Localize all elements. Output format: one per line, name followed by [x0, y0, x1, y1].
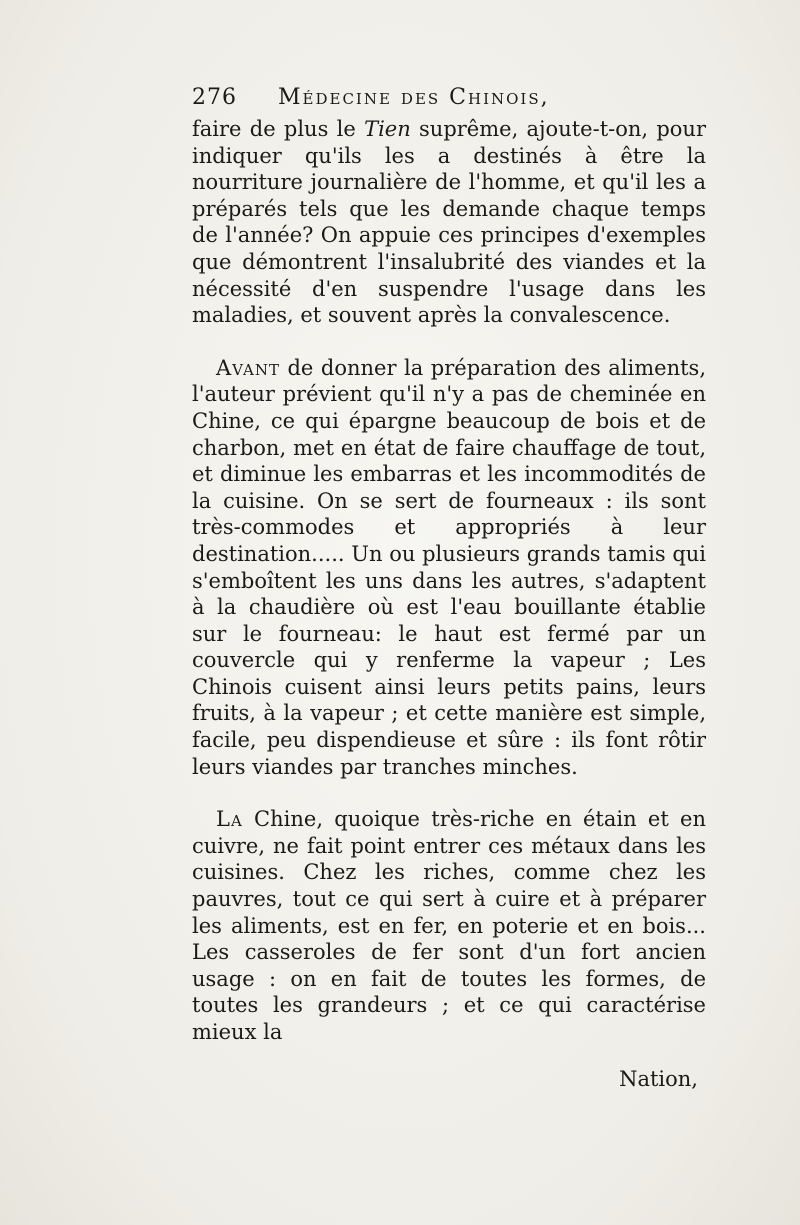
paragraph-1-text: suprême, ajoute-t-on, pour indiquer qu'ils les a destinés à être la nourriture journalière de l'homme, et qu'il les a préparés tels que les demande chaque temps de l'année? On appuie ces principes d'exemples que démontrent l'insalubrité des viandes et la nécessité d'en suspendre l'usage dans les maladies, et souvent après la convalescence. — [192, 117, 706, 328]
paragraph-2 — [192, 355, 706, 781]
paragraph-1-pre: faire de plus le — [192, 117, 365, 141]
paragraph-1 — [192, 116, 706, 329]
paragraph-3-lead: La — [216, 807, 243, 832]
paragraph-2-text: de donner la préparation des aliments, l'auteur prévient qu'il n'y a pas de cheminée en Chine, ce qui épargne beaucoup de bois et de charbon, met en état de faire chauffage de tout, et diminue les embarras et les incommodités de la cuisine. On se sert de fourneaux : ils sont très-commodes et appropriés à leur destination..... Un ou plusieurs grands tamis qui s'emboîtent les uns dans les autres, s'adaptent à la chaudière où est l'eau bouillante établie sur le fourneau: le haut est fermé par un couvercle qui y renferme la vapeur ; Les Chinois cuisent ainsi leurs petits pains, leurs fruits, à la vapeur ; et cette manière est simple, facile, peu dispendieuse et sûre : ils font rôtir leurs viandes par tranches minches. — [192, 355, 706, 779]
paragraph-3 — [192, 806, 706, 1045]
paragraph-1-italic: Tien — [364, 117, 411, 141]
catchword: Nation, — [619, 1066, 698, 1091]
running-title: Médecine des Chinois, — [278, 85, 550, 110]
running-head — [192, 80, 706, 116]
paragraph-3-text: Chine, quoique très-riche en étain et en cuivre, ne fait point entrer ces métaux dans les cuisines. Chez les riches, comme chez les pauvres, tout ce qui sert à cuire et à préparer les aliments, est en fer, en poterie et en bois... Les casseroles de fer sont d'un fort ancien usage : on en fait de toutes les formes, de toutes les grandeurs ; et ce qui caractérise mieux la — [192, 807, 706, 1044]
text-block — [192, 80, 706, 1092]
paragraph-2-lead: Avant — [216, 355, 280, 380]
page-number: 276 — [192, 85, 237, 110]
